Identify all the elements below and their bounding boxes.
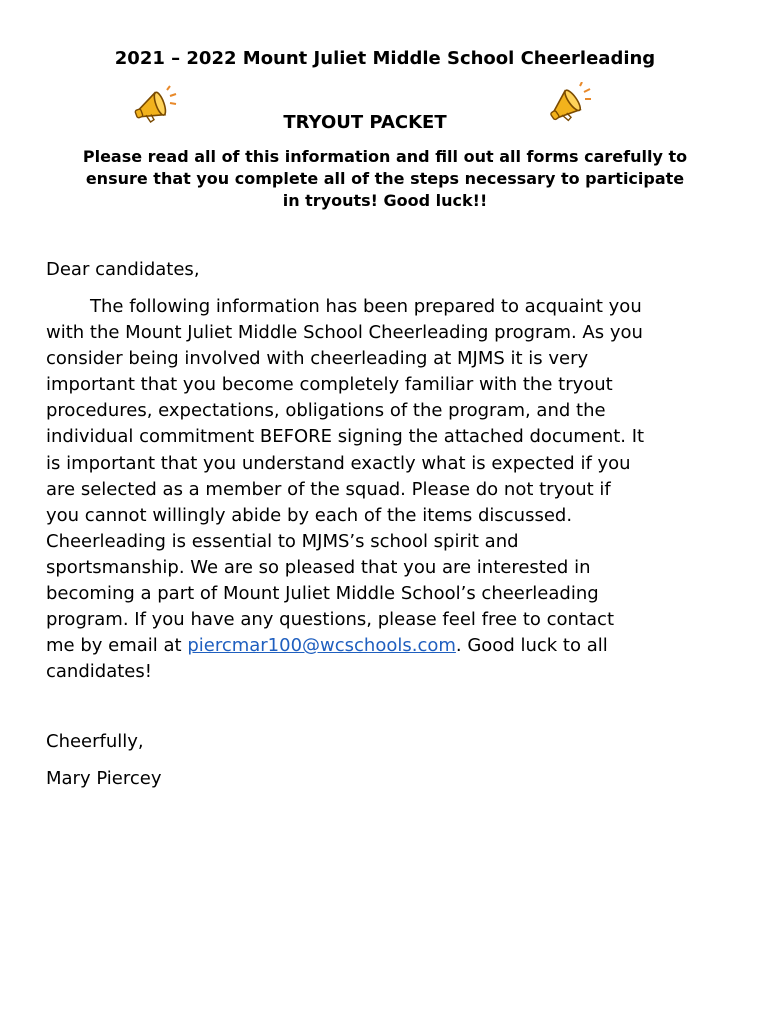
instructions-line: ensure that you complete all of the steps necessary to participate: [85, 169, 685, 188]
body-line: you cannot willingly abide by each of the items discussed.: [46, 504, 573, 526]
closing: Cheerfully,: [46, 731, 144, 752]
email-line-prefix: me by email at: [46, 635, 188, 657]
body-line: candidates!: [46, 661, 152, 683]
email-line-suffix: . Good luck to all: [455, 635, 608, 657]
body-line: is important that you understand exactly what is expected if you: [46, 452, 631, 474]
signature: Mary Piercey: [46, 768, 162, 789]
instructions-line: in tryouts! Good luck!!: [282, 191, 488, 210]
email-line: [46, 633, 726, 659]
body-line: important that you become completely familiar with the tryout: [46, 374, 613, 396]
body-line: becoming a part of Mount Juliet Middle School’s cheerleading: [46, 583, 599, 605]
body-line: sportsmanship. We are so pleased that you are interested in: [46, 556, 591, 578]
instructions-paragraph: [48, 146, 722, 212]
document-title: 2021 – 2022 Mount Juliet Middle School Cheerleading: [114, 48, 656, 69]
letter-body: [46, 294, 726, 685]
body-line: Cheerleading is essential to MJMS’s school spirit and: [46, 530, 519, 552]
document-subtitle: TRYOUT PACKET: [283, 112, 447, 133]
body-line: with the Mount Juliet Middle School Cheerleading program. As you: [46, 322, 643, 344]
email-link[interactable]: piercmar100@wcschools.com: [187, 635, 456, 657]
body-line: procedures, expectations, obligations of the program, and the: [46, 400, 606, 422]
body-line: program. If you have any questions, please feel free to contact: [46, 609, 615, 631]
body-line: individual commitment BEFORE signing the attached document. It: [46, 426, 645, 448]
body-line: are selected as a member of the squad. Please do not tryout if: [46, 478, 611, 500]
salutation: Dear candidates,: [46, 259, 200, 280]
body-line: The following information has been prepared to acquaint you: [90, 296, 642, 317]
body-line: consider being involved with cheerleading at MJMS it is very: [46, 348, 589, 370]
instructions-line: Please read all of this information and fill out all forms carefully to: [82, 147, 688, 166]
